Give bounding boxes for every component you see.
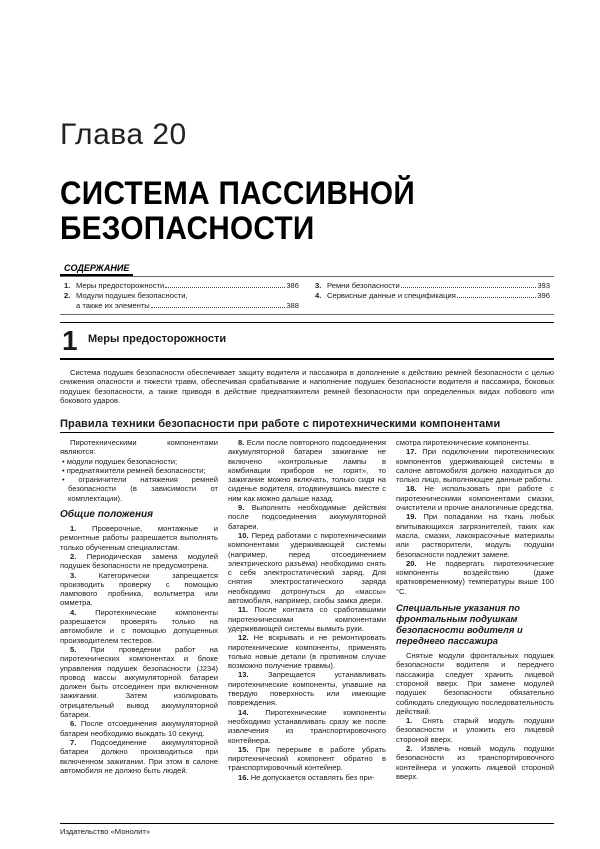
toc-entry-page: 388	[286, 301, 299, 310]
publisher-footer: Издательство «Монолит»	[60, 827, 151, 836]
numbered-item: 9. Выполнить необходимые действия после подсоединения аккумуляторной батареи.	[228, 503, 386, 531]
numbered-item: 11. После контакта со сработавшими пиротехническими компонентами удерживающей системы вымыть руки.	[228, 605, 386, 633]
toc-entry-number: 2.	[64, 291, 71, 300]
toc-entry-number: 4.	[315, 291, 322, 300]
text-column-3	[396, 438, 554, 781]
numbered-item: 16. Не допускается оставлять без при-	[238, 772, 375, 782]
numbered-item: 20. Не подвергать пиротехнические компоненты воздействию (даже кратковременному) температуры выше 100 °С.	[396, 558, 554, 596]
numbered-item: 5. При проведении работ на пиротехнических компонентах и блоке управления подушек безопасности (J234) провод массы аккумуляторной батареи должен быть отсоединен при включенном зажигании. Затем изолировать отрицательный вывод аккумуляторной батареи.	[60, 644, 218, 720]
numbered-item: 7. Подсоединение аккумуляторной батареи должно производиться при включенном зажигании. При этом в салоне автомобиля не должно быть людей.	[60, 737, 218, 775]
numbered-item: 1. Снять старый модуль подушки безопасности и уложить его лицевой стороной вверх.	[396, 716, 554, 744]
toc-entry-title: Меры предосторожности	[76, 281, 165, 290]
toc-column-right	[315, 281, 550, 311]
toc-entry-title: Ремни безопасности	[327, 281, 400, 290]
rules-heading: Правила техники безопасности при работе с пиротехническими компонентами	[60, 418, 554, 433]
section-rule-top	[60, 322, 554, 323]
numbered-item: 10. Перед работами с пиротехническими компонентами удерживающей системы (например, перед отсоединением электрического разъёма) необходимо снять с себя электростатический заряд. Для снятия электростатического заряда необходимо дотронуться до «массы» автомобиля, например, скобы замка двери.	[228, 530, 386, 606]
numbered-item: 13. Запрещается устанавливать пиротехнические компоненты, упавшие на твердую поверхность или имеющие повреждения.	[228, 670, 386, 708]
numbered-item: 2. Извлечь новый модуль подушки безопасности из транспортировочного контейнера и уложить лицевой стороной вверх.	[396, 744, 554, 781]
numbered-item: 4. Пиротехнические компоненты разрешается проверять только на автомобиле и с помощью допущенных производителем тестеров.	[60, 607, 218, 645]
toc-entry[interactable]	[315, 281, 550, 291]
section-number: 1	[62, 325, 78, 356]
paragraph: Пиротехническими компонентами являются:	[60, 438, 218, 457]
toc-entry-number: 1.	[64, 281, 71, 290]
text-column-2	[228, 438, 386, 782]
text-column-1	[60, 438, 218, 775]
chapter-title: СИСТЕМА ПАССИВНОЙ БЕЗОПАСНОСТИ	[60, 175, 415, 246]
toc-box	[60, 276, 554, 315]
numbered-item: 1. Проверочные, монтажные и ремонтные работы разрешается выполнять только обученным специалистам.	[60, 524, 218, 552]
toc-entry-title-cont: а также их элементы	[76, 301, 150, 310]
numbered-item: 14. Пиротехнические компоненты необходимо устанавливать сразу же после извлечения из транспортировочного контейнера.	[228, 707, 386, 745]
numbered-item: 19. При попадании на ткань любых впитывающихся загрязнителей, таких как масла, смазки, лакокрасочные материалы или растворители, модуль подушки безопасности подлежит замене.	[396, 512, 554, 559]
numbered-item: 3. Категорически запрещается производить проверку с помощью лампового пробника, вольтметра или омметра.	[60, 570, 218, 608]
footer-rule	[60, 823, 554, 824]
list-item: • преднатяжители ремней безопасности;	[62, 465, 206, 475]
section-intro: Система подушек безопасности обеспечивает защиту водителя и пассажира в дополнение к действию ремней безопасности с целью снижения опасности и тяжести травм, обеспечивая срабатывание и наполнение подушек безопасности водителя и пассажира, боковых подушек безопасности, а также приводя в действие преднатяжители ремней безопасности при определенных видах лобового или бокового ударов.	[60, 368, 554, 405]
list-item: • ограничители натяжения ремней безопасности (в зависимости от комплектации).	[62, 475, 218, 503]
toc-entry-page: 386	[286, 281, 299, 290]
subheading: Специальные указания по фронтальным подушкам безопасности водителя и переднего пассажира	[396, 602, 523, 647]
section-rule-bottom	[60, 358, 554, 360]
toc-column-left	[64, 281, 299, 311]
section-title: Меры предосторожности	[88, 333, 227, 345]
numbered-item: 8. Если после повторного подсоединения аккумуляторной батареи зажигание не включено «контрольные лампы в комбинации приборов не горят», то зажигание можно включать, только сидя на сиденье водителя, отодвинувшись вместе с ним как можно дальше назад.	[228, 438, 386, 503]
numbered-item: 2. Периодическая замена модулей подушек безопасности не предусмотрена.	[60, 551, 218, 571]
toc-entry[interactable]	[64, 281, 299, 291]
numbered-item: 17. При подключении пиротехнических компонентов удерживающей системы в салоне автомобиля должно находиться до только лицо, выполняющее данные работы.	[396, 447, 554, 485]
list-item: • модули подушек безопасности;	[62, 456, 178, 466]
numbered-item: 6. После отсоединения аккумуляторной батареи необходимо выждать 10 секунд.	[60, 719, 218, 738]
paragraph: Снятые модули фронтальных подушек безопасности водителя и переднего пассажира следует хранить лицевой стороной вверх. При замене модулей подушек безопасности обязательно соблюдать следующую последовательность действий.	[396, 651, 554, 716]
toc-entry-page: 393	[537, 281, 550, 290]
chapter-label: Глава 20	[60, 118, 187, 151]
toc-header: СОДЕРЖАНИЕ	[60, 262, 133, 276]
toc-entry[interactable]	[315, 291, 550, 301]
numbered-item: 12. Не вскрывать и не ремонтировать пиротехнические компоненты, применять только новые детали (в противном случае возможно получение травмы).	[228, 633, 386, 671]
toc-entry-title: Сервисные данные и спецификация	[327, 291, 456, 300]
paragraph-continued: смотра пиротехнические компоненты.	[396, 438, 531, 447]
toc-entry-title: Модули подушек безопасности,	[76, 291, 188, 300]
toc-entry[interactable]	[64, 291, 299, 311]
toc-entry-number: 3.	[315, 281, 322, 290]
table-of-contents	[60, 258, 554, 315]
toc-entry-page: 396	[537, 291, 550, 300]
numbered-item: 18. Не использовать при работе с пиротехническими компонентами смазки, очистители и прочие аналогичные средства.	[396, 484, 554, 513]
subheading: Общие положения	[60, 509, 154, 521]
numbered-item: 15. При перерыве в работе убрать пиротехнический компонент обратно в транспортировочный контейнер.	[228, 744, 386, 773]
